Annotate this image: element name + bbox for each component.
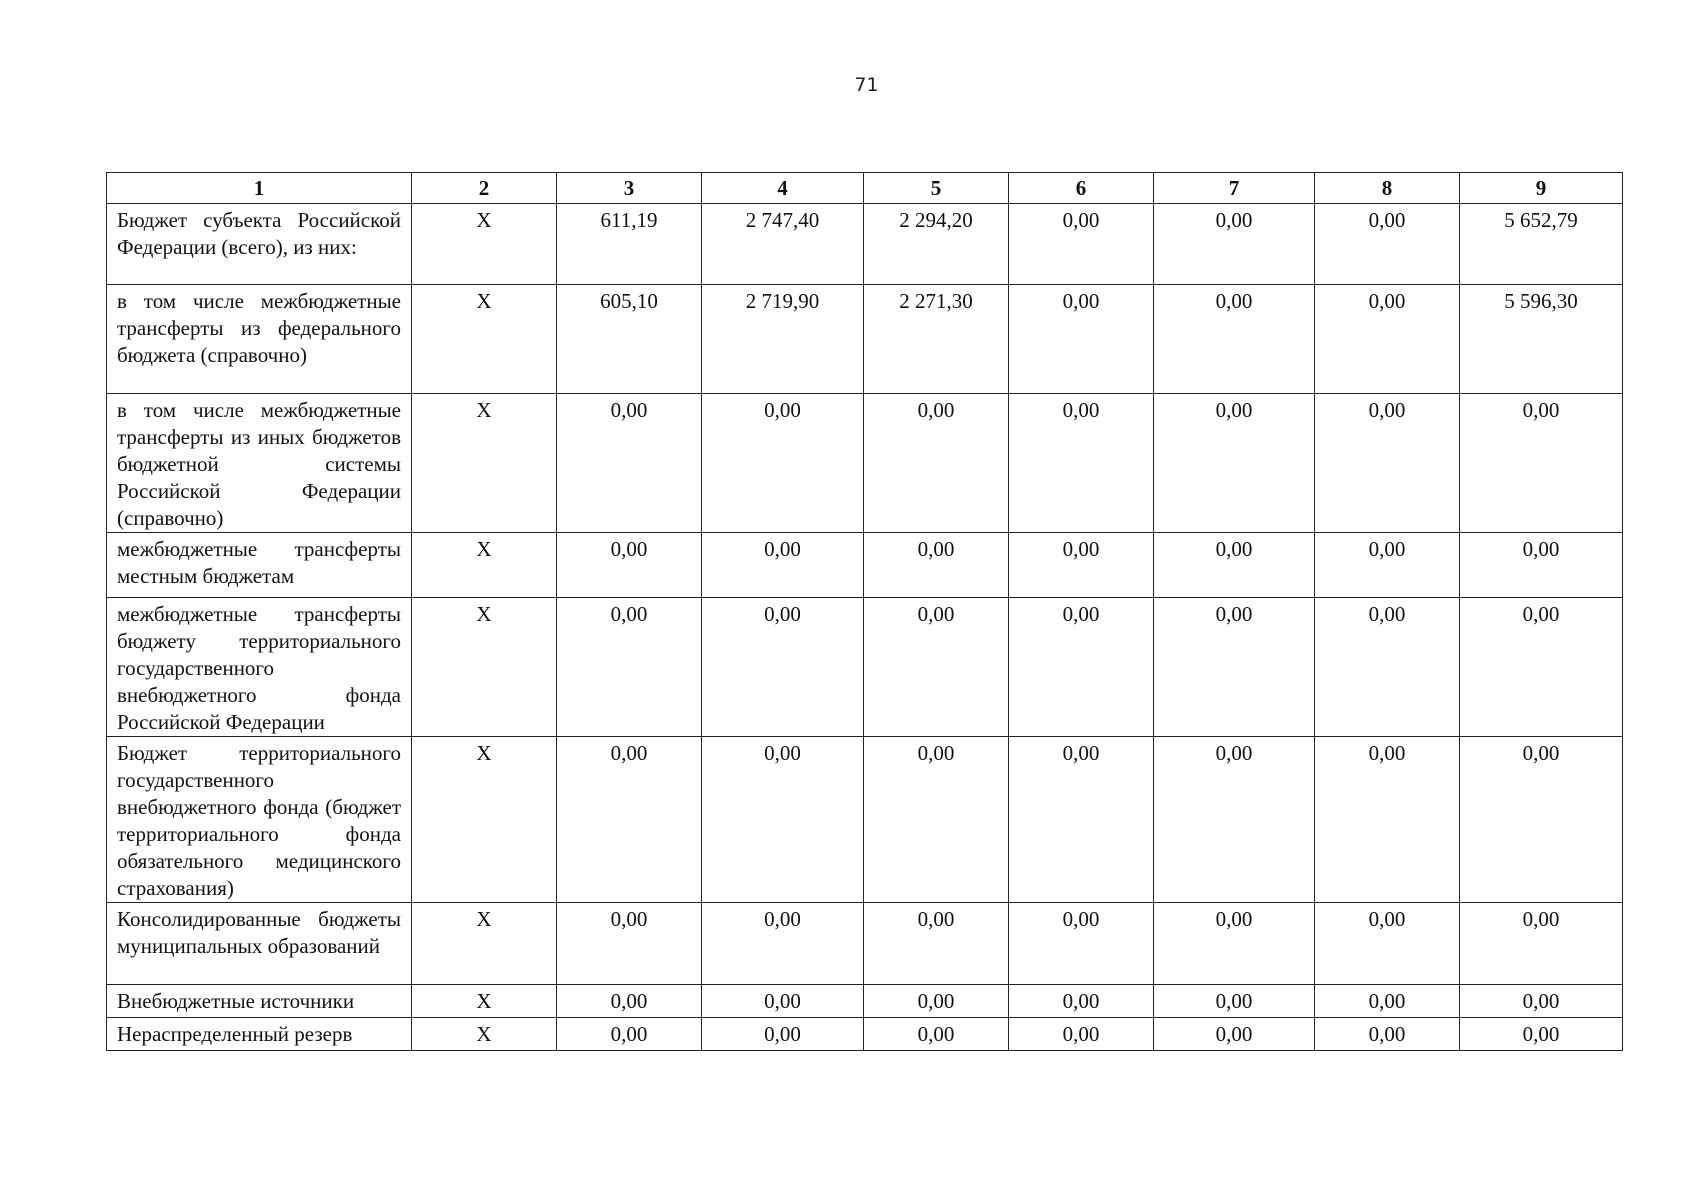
- table-cell: 2 747,40: [702, 204, 864, 285]
- table-cell: 0,00: [1154, 985, 1315, 1018]
- table-cell: 2 294,20: [864, 204, 1009, 285]
- table-cell: 0,00: [1315, 533, 1460, 598]
- column-header: 8: [1315, 173, 1460, 204]
- table-cell: 0,00: [864, 985, 1009, 1018]
- column-header: 5: [864, 173, 1009, 204]
- table-cell: 0,00: [557, 598, 702, 737]
- table-cell: 0,00: [1009, 737, 1154, 903]
- table-cell: 0,00: [864, 394, 1009, 533]
- row-label: в том числе межбюджетные трансферты из иных бюджетов бюджетной системы Российской Федерации (справочно): [107, 394, 412, 533]
- table-cell: 0,00: [1460, 533, 1623, 598]
- table-cell: 0,00: [557, 737, 702, 903]
- table-cell: 611,19: [557, 204, 702, 285]
- row-label: межбюджетные трансферты местным бюджетам: [107, 533, 412, 598]
- table-row: [107, 598, 1623, 737]
- table-cell: 5 596,30: [1460, 285, 1623, 394]
- table-cell: 0,00: [557, 1018, 702, 1051]
- table-cell: 0,00: [864, 533, 1009, 598]
- table-cell: X: [412, 204, 557, 285]
- table-header-row: [107, 173, 1623, 204]
- table-cell: 0,00: [557, 903, 702, 985]
- table-cell: 5 652,79: [1460, 204, 1623, 285]
- table-row: [107, 1018, 1623, 1051]
- row-label: в том числе межбюджетные трансферты из федерального бюджета (справочно): [107, 285, 412, 394]
- table-cell: 0,00: [1315, 737, 1460, 903]
- table-row: [107, 737, 1623, 903]
- table-cell: 0,00: [1315, 285, 1460, 394]
- table-cell: 0,00: [864, 737, 1009, 903]
- table-cell: 0,00: [1315, 598, 1460, 737]
- table-cell: 0,00: [1460, 394, 1623, 533]
- table-cell: X: [412, 985, 557, 1018]
- column-header: 7: [1154, 173, 1315, 204]
- table-cell: 0,00: [864, 598, 1009, 737]
- table-cell: X: [412, 285, 557, 394]
- table-cell: 0,00: [702, 737, 864, 903]
- column-header: 6: [1009, 173, 1154, 204]
- table-row: [107, 903, 1623, 985]
- table-cell: 0,00: [702, 1018, 864, 1051]
- table-cell: 0,00: [864, 1018, 1009, 1051]
- table-cell: 0,00: [1009, 533, 1154, 598]
- table-cell: X: [412, 598, 557, 737]
- table-cell: 0,00: [1315, 985, 1460, 1018]
- row-label: Бюджет субъекта Российской Федерации (всего), из них:: [107, 204, 412, 285]
- table-row: [107, 285, 1623, 394]
- table-cell: 0,00: [1009, 903, 1154, 985]
- column-header: 1: [107, 173, 412, 204]
- table-cell: 0,00: [1154, 737, 1315, 903]
- table-cell: 0,00: [1315, 903, 1460, 985]
- table-cell: 0,00: [1460, 737, 1623, 903]
- table-cell: 0,00: [1460, 1018, 1623, 1051]
- column-header: 4: [702, 173, 864, 204]
- table-cell: 0,00: [557, 533, 702, 598]
- table-cell: 0,00: [1009, 204, 1154, 285]
- table-cell: 0,00: [1009, 1018, 1154, 1051]
- row-label: Бюджет территориального государственного внебюджетного фонда (бюджет территориального фонда обязательного медицинского страхования): [107, 737, 412, 903]
- table-cell: 0,00: [557, 394, 702, 533]
- table-cell: 0,00: [1154, 1018, 1315, 1051]
- table-cell: 0,00: [1009, 985, 1154, 1018]
- page-number: 71: [854, 74, 879, 96]
- table-cell: 0,00: [1154, 533, 1315, 598]
- row-label: Консолидированные бюджеты муниципальных образований: [107, 903, 412, 985]
- row-label: Нераспределенный резерв: [107, 1018, 412, 1051]
- table-cell: 0,00: [1315, 204, 1460, 285]
- table-row: [107, 204, 1623, 285]
- table-cell: 0,00: [1460, 903, 1623, 985]
- table-row: [107, 533, 1623, 598]
- table-cell: 0,00: [1009, 285, 1154, 394]
- table-cell: 0,00: [1460, 598, 1623, 737]
- table-cell: 0,00: [1315, 1018, 1460, 1051]
- table-cell: 0,00: [1009, 394, 1154, 533]
- table-cell: 0,00: [1154, 285, 1315, 394]
- row-label: Внебюджетные источники: [107, 985, 412, 1018]
- table-row: [107, 394, 1623, 533]
- table-cell: X: [412, 737, 557, 903]
- table-cell: 0,00: [1154, 598, 1315, 737]
- table-cell: 2 719,90: [702, 285, 864, 394]
- table-cell: 0,00: [702, 598, 864, 737]
- table-cell: 0,00: [702, 533, 864, 598]
- table-cell: 2 271,30: [864, 285, 1009, 394]
- table-cell: 0,00: [1154, 394, 1315, 533]
- column-header: 9: [1460, 173, 1623, 204]
- table-cell: 0,00: [1154, 903, 1315, 985]
- table-cell: X: [412, 903, 557, 985]
- table-cell: 0,00: [1460, 985, 1623, 1018]
- table-cell: 0,00: [702, 394, 864, 533]
- row-label: межбюджетные трансферты бюджету территориального государственного внебюджетного фонда Российской Федерации: [107, 598, 412, 737]
- budget-table: [106, 172, 1623, 1051]
- table-cell: 0,00: [1009, 598, 1154, 737]
- table-cell: 0,00: [864, 903, 1009, 985]
- table-cell: 0,00: [557, 985, 702, 1018]
- table-cell: X: [412, 1018, 557, 1051]
- table-cell: 0,00: [702, 985, 864, 1018]
- table-row: [107, 985, 1623, 1018]
- column-header: 3: [557, 173, 702, 204]
- column-header: 2: [412, 173, 557, 204]
- table-cell: X: [412, 394, 557, 533]
- table-cell: 0,00: [1315, 394, 1460, 533]
- table-cell: 605,10: [557, 285, 702, 394]
- table-cell: X: [412, 533, 557, 598]
- table-cell: 0,00: [1154, 204, 1315, 285]
- table-cell: 0,00: [702, 903, 864, 985]
